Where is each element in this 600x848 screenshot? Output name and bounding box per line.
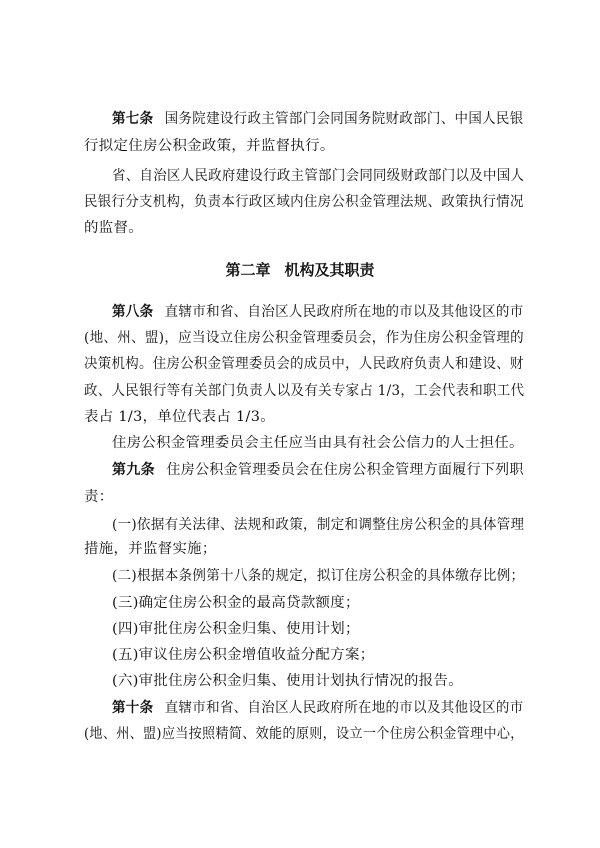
article-7-line-2: 行拟定住房公积金政策，并监督执行。 xyxy=(84,138,335,154)
article-7-line-3: 省、自治区人民政府建设行政主管部门会同同级财政部门以及中国人 xyxy=(112,168,525,184)
chapter-heading xyxy=(0,260,600,280)
article-9-item-1-line-2: 措施，并监督实施； xyxy=(84,541,217,557)
article-9-item-1-line-1: (一)依据有关法律、法规和政策，制定和调整住房公积金的具体管理 xyxy=(112,517,525,533)
chapter-number: 第二章 xyxy=(225,261,271,279)
article-8-line-6: 住房公积金管理委员会主任应当由具有社会公信力的人士担任。 xyxy=(112,435,524,451)
article-9-line-2: 责： xyxy=(84,489,114,505)
article-10-line-1 xyxy=(112,698,524,718)
article-9-heading: 第九条 xyxy=(112,462,155,478)
article-8-heading: 第八条 xyxy=(112,304,154,320)
article-8-line-5: 表占 1/3，单位代表占 1/3。 xyxy=(84,409,275,425)
article-9-text-1: 住房公积金管理委员会在住房公积金管理方面履行下列职 xyxy=(166,462,524,478)
article-8-text-1: 直辖市和省、自治区人民政府所在地的市以及其他设区的市 xyxy=(164,304,524,320)
article-9-item-5: (五)审议住房公积金增值收益分配方案； xyxy=(112,647,375,663)
article-7-line-5: 的监督。 xyxy=(84,220,143,236)
article-10-line-2: (地、州、盟)应当按照精简、效能的原则，设立一个住房公积金管理中心， xyxy=(84,726,524,742)
article-9-item-2: (二)根据本条例第十八条的规定，拟订住房公积金的具体缴存比例； xyxy=(112,568,525,584)
article-10-heading: 第十条 xyxy=(112,700,154,716)
article-9-item-3: (三)确定住房公积金的最高贷款额度； xyxy=(112,595,360,611)
article-7-line-4: 民银行分支机构，负责本行政区域内住房公积金管理法规、政策执行情况 xyxy=(84,194,524,210)
article-9-item-6: (六)审批住房公积金归集、使用计划执行情况的报告。 xyxy=(112,673,463,689)
article-7-line-1 xyxy=(112,109,524,129)
article-8-line-1 xyxy=(112,302,524,322)
article-8-line-4: 政、人民银行等有关部门负责人以及有关专家占 1/3，工会代表和职工代 xyxy=(84,383,525,399)
article-9-line-1 xyxy=(112,460,524,480)
chapter-title: 机构及其职责 xyxy=(284,261,375,279)
article-9-item-4: (四)审批住房公积金归集、使用计划； xyxy=(112,621,360,637)
article-7-text-1: 国务院建设行政主管部门会同国务院财政部门、中国人民银 xyxy=(164,111,524,127)
article-7-heading: 第七条 xyxy=(112,111,154,127)
article-10-text-1: 直辖市和省、自治区人民政府所在地的市以及其他设区的市 xyxy=(164,700,524,716)
article-8-line-3: 决策机构。住房公积金管理委员会的成员中，人民政府负责人和建设、财 xyxy=(84,356,524,372)
article-8-line-2: (地、州、盟)，应当设立住房公积金管理委员会，作为住房公积金管理的 xyxy=(84,330,524,346)
